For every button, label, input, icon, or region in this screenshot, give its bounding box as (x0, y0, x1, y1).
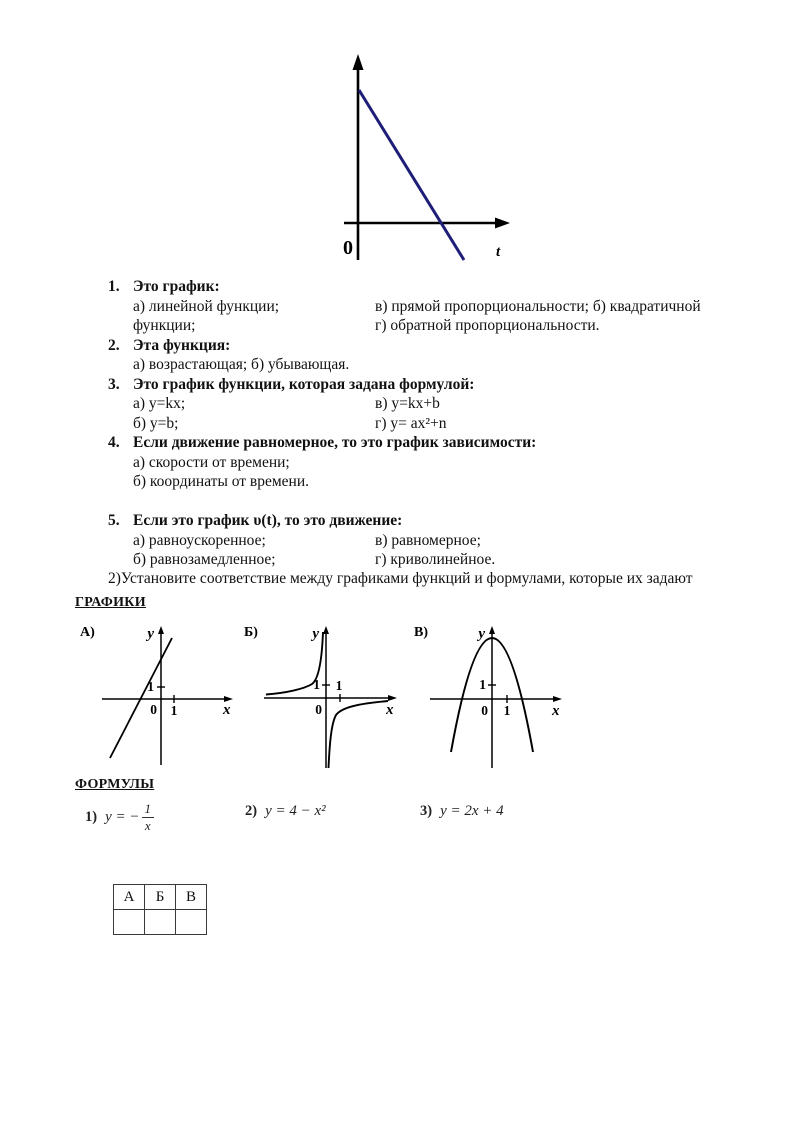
option-g: г) криволинейное. (375, 551, 496, 568)
option-v: в) y=kx+b (375, 395, 440, 412)
hyperbola-lower-branch (329, 701, 389, 768)
y-one-label: 1 (313, 677, 320, 692)
option-g: г) y= ax²+n (375, 414, 447, 432)
header-cell-A: А (114, 885, 145, 910)
x-axis-label: x (552, 703, 560, 719)
option-a: а) линейной функции; (133, 297, 280, 315)
y-axis-arrow-icon (489, 626, 495, 634)
answer-cell-A (114, 910, 145, 935)
answer-table-header-row (114, 885, 207, 910)
quiz-item-2 (108, 336, 724, 375)
fraction-denominator: x (144, 817, 151, 833)
quiz-item-3 (108, 375, 724, 434)
option-b-cont: функции; (133, 317, 196, 334)
item-title: Если движение равномерное, то это график зависимости: (133, 434, 537, 451)
option-a: а) y=kx; (133, 395, 186, 412)
answer-cell-V (176, 910, 207, 935)
formulas-heading: ФОРМУЛЫ (75, 777, 155, 792)
origin-label: 0 (481, 703, 488, 718)
fraction (142, 802, 155, 832)
origin-label: 0 (150, 702, 157, 717)
item-title: Это график функции, которая задана формулой: (133, 375, 475, 393)
increasing-line (110, 638, 172, 758)
option-b: б) равнозамедленное; (133, 551, 276, 568)
formula-text: y = 4 − x² (265, 803, 326, 819)
graphs-heading: ГРАФИКИ (75, 595, 146, 610)
option-b: б) y=b; (133, 414, 179, 432)
x-axis-arrow-icon (553, 696, 562, 702)
graph-B (242, 622, 404, 770)
x-one-label: 1 (503, 703, 511, 718)
option-v: в) равномерное; (375, 531, 481, 549)
graph-V (412, 622, 572, 770)
velocity-time-graph (340, 48, 518, 266)
formula-lead: y = − (105, 808, 140, 825)
y-axis-arrow-icon (158, 626, 164, 634)
header-cell-B: Б (145, 885, 176, 910)
formula-number: 1) (85, 808, 98, 825)
option-a: а) скорости от времени; (133, 453, 290, 471)
x-one-label: 1 (170, 703, 178, 718)
t-axis-arrow-icon (495, 218, 510, 229)
quiz-list (108, 277, 724, 570)
graph-V-label: В) (414, 625, 428, 640)
formula-number: 3) (420, 803, 433, 819)
y-axis-arrow-icon (353, 54, 364, 70)
item-number: 4. (108, 434, 120, 451)
item-number: 1. (108, 278, 120, 295)
x-one-label: 1 (335, 678, 343, 693)
t-axis-label: t (496, 244, 501, 260)
item-number: 3. (108, 375, 120, 393)
item-title: Это график: (133, 278, 220, 295)
answer-table-answer-row (114, 910, 207, 935)
graph-A (78, 622, 256, 770)
fraction-numerator: 1 (142, 802, 155, 818)
answer-table (113, 884, 207, 935)
formula-3 (420, 803, 504, 820)
y-axis-label: у (312, 626, 319, 642)
item-title: Эта функция: (133, 336, 231, 354)
graph-B-label: Б) (244, 625, 258, 640)
option-b: б) координаты от времени. (133, 473, 310, 490)
item-number: 5. (108, 512, 120, 529)
formula-2 (245, 803, 326, 820)
decreasing-line (359, 90, 464, 260)
formula-number: 2) (245, 803, 258, 819)
header-cell-V: В (176, 885, 207, 910)
origin-label: 0 (315, 702, 322, 717)
formula-1 (85, 802, 154, 832)
item-title: Если это график υ(t), то это движение: (133, 512, 403, 529)
velocity-time-graph-canvas (340, 48, 518, 266)
quiz-item-1 (108, 277, 724, 336)
formula-text: y = 2x + 4 (440, 803, 504, 819)
y-axis-label: у (147, 626, 154, 642)
x-axis-arrow-icon (388, 695, 397, 701)
option-a: а) равноускоренное; (133, 531, 266, 549)
graph-A-label: А) (80, 625, 95, 640)
quiz-item-4 (108, 433, 724, 492)
y-one-label: 1 (479, 677, 486, 692)
answer-cell-B (145, 910, 176, 935)
y-one-label: 1 (147, 679, 154, 694)
origin-label: 0 (343, 237, 353, 259)
option-v-b: в) прямой пропорциональности; б) квадратичной (375, 297, 701, 315)
options-ab: а) возрастающая; б) убывающая. (133, 356, 350, 373)
task2-text: 2)Установите соответствие между графиками функций и формулами, которые их задают (108, 570, 693, 587)
option-g: г) обратной пропорциональности. (375, 317, 600, 334)
y-axis-label: у (478, 626, 485, 642)
quiz-item-5 (108, 511, 724, 570)
item-number: 2. (108, 336, 120, 354)
x-axis-label: x (386, 702, 394, 718)
x-axis-label: x (223, 702, 231, 718)
